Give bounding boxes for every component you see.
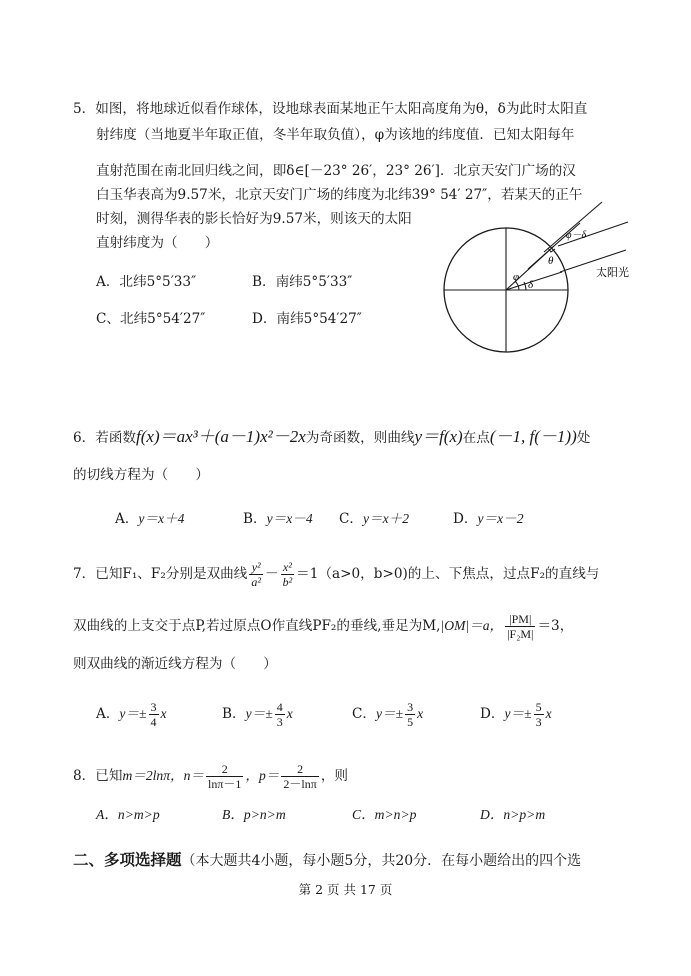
q5-line-2: 射纬度（当地夏半年取正值，冬半年取负值），φ为该地的纬度值．已知太阳每年 — [96, 127, 575, 143]
q6-mid-text: 为奇函数，则曲线 — [305, 430, 415, 446]
q5-line-6: 直射纬度为（ ） — [96, 235, 219, 251]
phi-label: φ — [513, 271, 520, 283]
q6-option-b: B．y＝x－4 — [243, 511, 313, 527]
q6-option-d: D．y＝x－2 — [453, 511, 524, 527]
phi-minus-delta-label: φ－δ — [566, 230, 587, 241]
earth-sun-diagram — [440, 190, 640, 380]
q5-line-5: 时刻，测得华表的影长恰好为9.57米，则该天的太阳 — [96, 211, 412, 227]
q7-line-3: 则双曲线的渐近线方程为（ ） — [73, 656, 277, 672]
q6-option-c: C．y＝x＋2 — [339, 511, 410, 527]
q7-option-a: A．y＝± $\frac{3}{4}$ x — [96, 700, 167, 729]
q7-option-c: C．y＝± $\frac{3}{5}$ x — [352, 700, 424, 729]
sun-ray-upper — [544, 202, 602, 252]
q5-option-d: D．南纬5°54′27″ — [252, 311, 362, 327]
q7-frac-x2-b2: $\frac{\text{x²}}{\text{b²}}$ — [282, 560, 293, 589]
q6-function: f(x)＝ax³＋(a－1)x²－2x — [136, 427, 306, 446]
q5-line-4: 白玉华表高为9.57米，北京天安门广场的纬度为北纬39° 54′ 27″，若某天的正午 — [96, 187, 583, 203]
q6-line-2: 的切线方程为（ ） — [73, 467, 209, 483]
q7-line-2: 双曲线的上支交于点P,若过原点O作直线PF₂的垂线,垂足为M,|OM|＝a， $\frac{|PM|}{\text{|F₂M|}}$ ＝3， — [73, 612, 574, 641]
q5-line-1: 5．如图，将地球近似看作球体，设地球表面某地正午太阳高度角为θ，δ为此时太阳直 — [73, 101, 588, 117]
q6-line-1 — [73, 428, 590, 447]
q6-suffix: 处 — [576, 430, 591, 446]
q8-frac-p: $\frac{2}{2-\ln\pi}$ — [283, 762, 317, 791]
q7-frac-y2-a2: $\frac{\text{y²}}{\text{a²}}$ — [251, 560, 261, 589]
q5-option-c: C、北纬5°54′27″ — [96, 311, 206, 327]
q6-at-text: 在点 — [462, 430, 490, 446]
section-title: 二、多项选择题 — [73, 851, 182, 869]
sunlight-label: 太阳光 — [596, 266, 629, 279]
q7-option-b: B．y＝± $\frac{4}{3}$ x — [222, 700, 293, 729]
q7-frac-ratio: $\frac{|PM|}{\text{|F₂M|}}$ — [507, 612, 534, 641]
q6-curve: y＝f(x) — [414, 427, 463, 446]
q5-option-a: A．北纬5°5′33″ — [96, 274, 197, 290]
q5-option-b: B．南纬5°5′33″ — [252, 274, 353, 290]
q8-option-d: D．n>p>m — [480, 807, 546, 822]
q8-frac-n: $\frac{2}{\ln\pi-1}$ — [208, 762, 242, 791]
section-description: （本大题共4小题，每小题5分，共20分．在每小题给出的四个选 — [181, 853, 582, 869]
theta-label: θ — [548, 255, 554, 267]
q7-line-1: 7．已知F₁、F₂分别是双曲线 $\frac{\text{y²}}{\text{a²}}$ － $\frac{\text{x²}}{\text{b²}}$ ＝1（a>0，b>0)的上、下焦点，过点F₂的直线与 — [73, 560, 600, 589]
page-number: 第 2 页 共 17 页 — [298, 882, 393, 897]
q7-option-d: D．y＝± $\frac{5}{3}$ x — [480, 700, 552, 729]
q6-option-a: A．y＝x＋4 — [115, 511, 185, 527]
q8-option-b: B．p>n>m — [222, 807, 286, 822]
q8-line-1: 8．已知m＝2lnπ，n＝ $\frac{2}{\ln\pi-1}$ ，p＝ $\frac{2}{2-\ln\pi}$ ，则 — [73, 762, 348, 791]
q6-prefix: 6．若函数 — [73, 430, 137, 446]
q8-option-a: A．n>m>p — [96, 807, 160, 822]
q6-point: (－1, f(－1)) — [489, 427, 577, 446]
q5-line-3: 直射范围在南北回归线之间，即δ∈[－23° 26′，23° 26′]．北京天安门广场的汉 — [96, 163, 576, 179]
q8-option-c: C．m>n>p — [352, 807, 417, 822]
delta-label: δ — [528, 279, 534, 291]
section-heading — [73, 848, 581, 870]
